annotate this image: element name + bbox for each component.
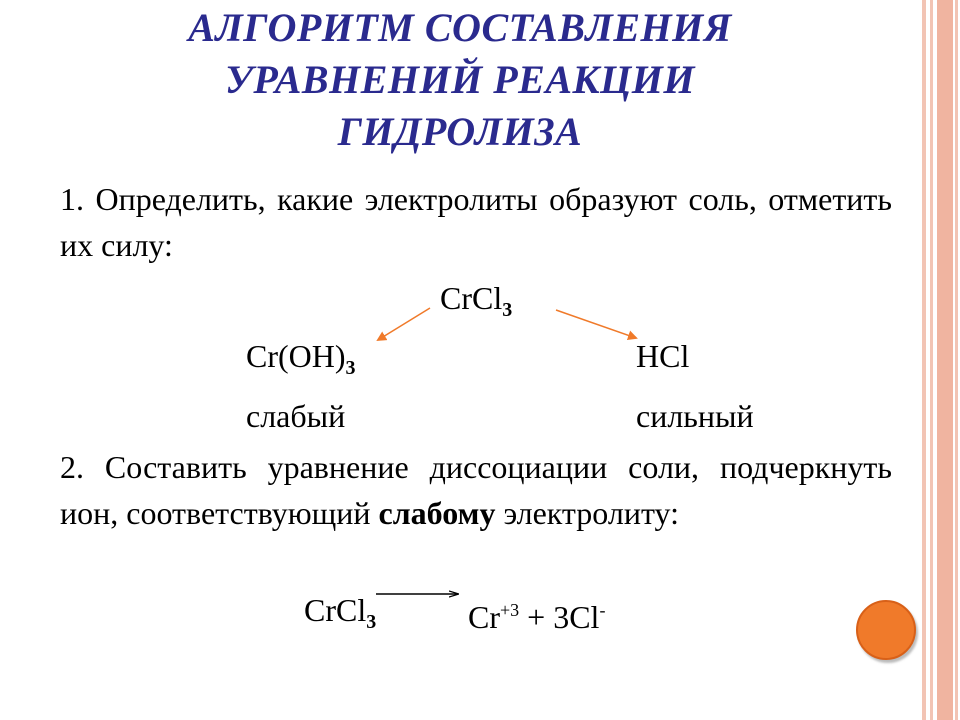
base-formula-text: Cr(OH): [246, 338, 346, 374]
equation-salt-index: 3: [366, 611, 377, 633]
title-line-2: УРАВНЕНИЙ РЕАКЦИИ: [224, 57, 695, 102]
step-2-text-end: электролиту:: [495, 495, 679, 531]
decor-circle: [856, 600, 916, 660]
step-2-text-start: 2. Составить уравнение диссоциации соли, подчеркнуть ион, соответствующий: [60, 449, 892, 531]
title-line-1: АЛГОРИТМ СОСТАВЛЕНИЯ: [188, 5, 732, 50]
equation-cation-charge: +3: [500, 600, 520, 620]
salt-formula-base: CrCl: [440, 280, 503, 316]
arrow-to-base: [378, 308, 430, 340]
equation-salt: CrCl: [304, 592, 367, 628]
step-2-text: [60, 444, 892, 536]
acid-formula: HCl: [636, 338, 690, 374]
step-1-text: 1. Определить, какие электролиты образуют соль, отметить их силу:: [60, 181, 892, 263]
equation-left: [304, 590, 376, 642]
equation-anion: + 3Cl: [527, 599, 600, 635]
acid-strength: сильный: [636, 398, 754, 434]
title-line-3: ГИДРОЛИЗА: [337, 109, 583, 154]
base-formula: [246, 336, 356, 388]
equation-cation: Cr: [468, 599, 500, 635]
arrow-to-acid: [556, 310, 636, 338]
salt-formula-index: 3: [502, 299, 513, 321]
equation-anion-charge: -: [599, 600, 606, 620]
base-formula-index: 3: [345, 357, 356, 379]
equation-right: [468, 590, 605, 637]
base-strength: слабый: [246, 398, 346, 434]
step-2-bold-word: слабому: [378, 495, 496, 531]
